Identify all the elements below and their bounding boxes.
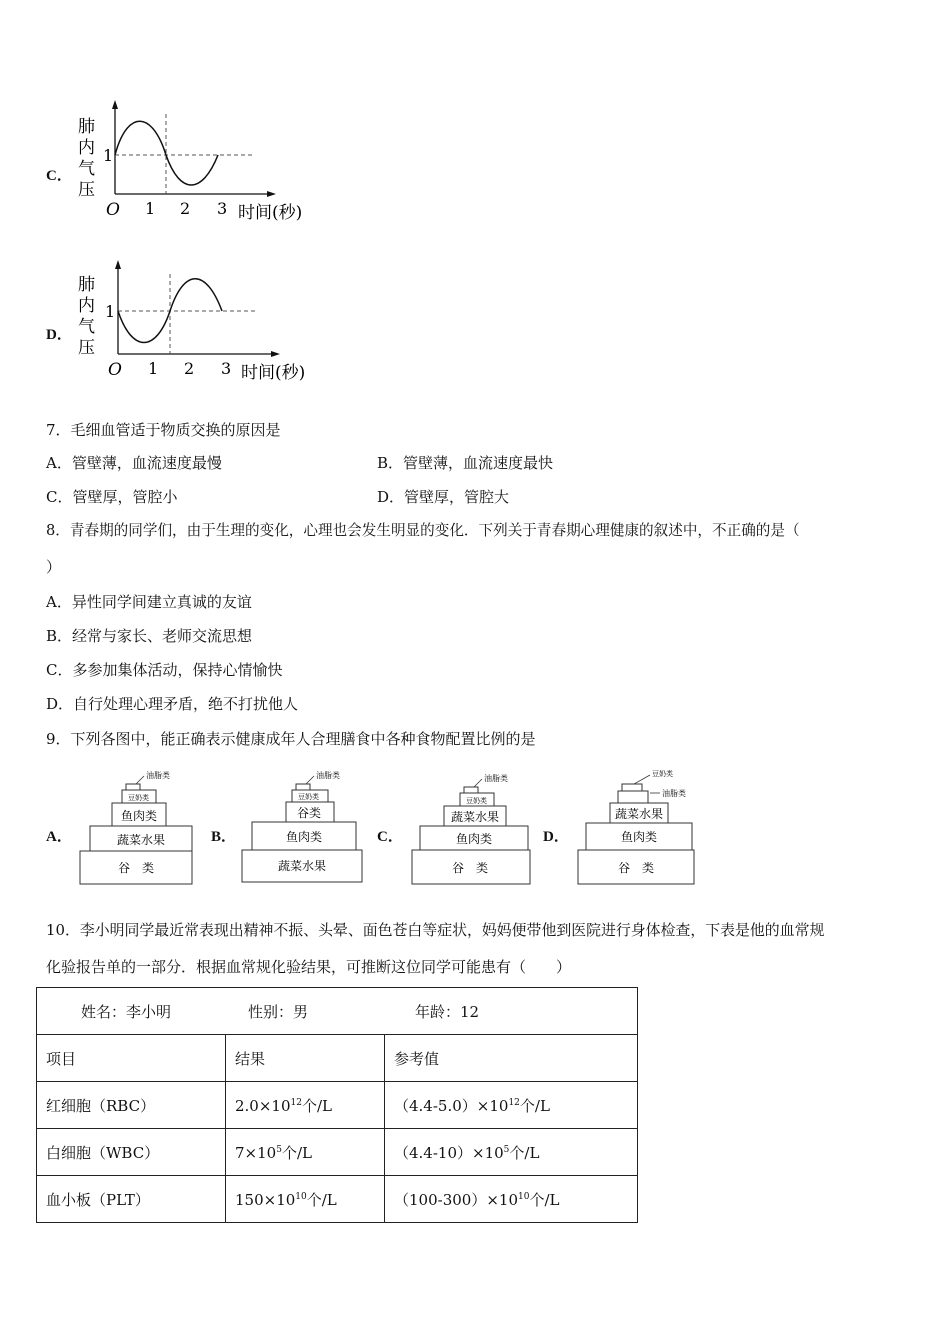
pyr-a-level-1: 鱼肉类 (120, 809, 158, 823)
row-plt-reference: $(100-300)\times 10^{10}$个/L (385, 1176, 638, 1223)
q8-option-a: A．异性同学间建立真诚的友谊 (46, 593, 252, 611)
row-wbc-reference: $(4.4-10)\times 10^5$个/L (385, 1129, 638, 1176)
graph-c-ylabel-3: 气 (78, 159, 95, 179)
pyr-d-level-1: 蔬菜水果 (614, 807, 664, 821)
pyr-c-milk: 豆奶类 (466, 797, 487, 805)
graph-c-pressure-curve (72, 100, 332, 230)
pyr-d-milk: 豆奶类 (652, 770, 673, 778)
pyr-b-level-3: 蔬菜水果 (277, 859, 327, 873)
q7-option-c: C．管壁厚，管腔小 (46, 488, 178, 506)
header-item: 项目 (37, 1035, 226, 1082)
option-d-label: D． (46, 327, 72, 343)
header-result: 结果 (226, 1035, 385, 1082)
pyr-a-milk: 豆奶类 (128, 794, 149, 802)
graph-c-xtick-1: 1 (145, 199, 156, 218)
patient-name: 姓名：李小明 (81, 1002, 172, 1021)
q8-option-b: B．经常与家长、老师交流思想 (46, 627, 253, 645)
q10-stem-line1: 10．李小明同学最近常表现出精神不振、头晕、面色苍白等症状，妈妈便带他到医院进行身体检查，下表是他的血常规 (46, 921, 825, 939)
pyr-c-oil: 油脂类 (484, 774, 508, 783)
graph-d-ytick: 1 (105, 302, 116, 321)
row-rbc-item: 红细胞（RBC） (37, 1082, 226, 1129)
graph-d-pressure-curve (72, 258, 332, 388)
header-reference: 参考值 (385, 1035, 638, 1082)
graph-d-ylabel-1: 肺 (78, 275, 95, 295)
q9-stem: 9．下列各图中，能正确表示健康成年人合理膳食中各种食物配置比例的是 (46, 730, 536, 748)
report-info-row (37, 988, 638, 1035)
pyr-c-level-1: 蔬菜水果 (450, 810, 500, 824)
patient-sex: 性别：男 (248, 1002, 309, 1021)
graph-c-ylabel-2: 内 (78, 138, 95, 158)
graph-d-xtick-2: 2 (184, 359, 195, 378)
graph-c-ylabel-4: 压 (78, 180, 95, 200)
q9-option-d-label: D． (543, 829, 569, 845)
q7-stem: 7．毛细血管适于物质交换的原因是 (46, 421, 281, 439)
q7-option-d: D．管壁厚，管腔大 (377, 488, 510, 506)
row-rbc-reference: $(4.4-5.0)\times 10^{12}$个/L (385, 1082, 638, 1129)
q10-stem-line2: 化验报告单的一部分．根据血常规化验结果，可推断这位同学可能患有（ ） (46, 958, 572, 976)
q7-option-a: A．管壁薄，血流速度最慢 (46, 454, 222, 472)
graph-d-ylabel-3: 气 (78, 317, 95, 337)
table-row (37, 1129, 638, 1176)
row-wbc-result: $7\times 10^5$个/L (226, 1129, 385, 1176)
q9-pyramid-a (78, 766, 198, 888)
q9-pyramid-b (240, 766, 366, 888)
graph-d-ylabel-2: 内 (78, 296, 95, 316)
q8-stem-line2: ） (46, 558, 62, 576)
graph-c-ylabel-1: 肺 (78, 117, 95, 137)
pyr-a-level-2: 蔬菜水果 (116, 833, 166, 847)
row-plt-result: $150\times 10^{10}$个/L (226, 1176, 385, 1223)
graph-c-xtick-3: 3 (217, 199, 228, 218)
row-plt-item: 血小板（PLT） (37, 1176, 226, 1223)
row-wbc-item: 白细胞（WBC） (37, 1129, 226, 1176)
pyr-d-level-3: 谷 类 (617, 861, 655, 875)
table-row (37, 1176, 638, 1223)
q9-option-c-label: C． (377, 829, 403, 845)
graph-c-xtick-2: 2 (180, 199, 191, 218)
graph-d-xtick-3: 3 (221, 359, 232, 378)
pyr-b-oil: 油脂类 (316, 771, 340, 780)
q9-pyramid-c (410, 766, 534, 888)
patient-age: 年龄：12 (415, 1002, 480, 1021)
pyr-b-milk: 豆奶类 (298, 793, 319, 801)
graph-d-ylabel-4: 压 (78, 338, 95, 358)
option-c-label: C． (46, 168, 72, 184)
pyr-c-level-3: 谷 类 (451, 861, 489, 875)
table-row (37, 1082, 638, 1129)
graph-c-xlabel: 时间(秒) (238, 203, 303, 223)
pyr-b-level-1: 谷类 (296, 806, 322, 820)
pyr-c-level-2: 鱼肉类 (455, 832, 493, 846)
graph-c-ytick: 1 (103, 146, 114, 165)
report-header-row (37, 1035, 638, 1082)
q7-option-b: B．管壁薄，血流速度最快 (377, 454, 554, 472)
pyr-a-oil: 油脂类 (146, 771, 170, 780)
q9-option-a-label: A． (46, 829, 72, 845)
blood-test-report-table (36, 987, 638, 1223)
graph-c-origin: O (106, 200, 120, 220)
q9-option-b-label: B． (211, 829, 237, 845)
graph-d-xlabel: 时间(秒) (241, 363, 306, 383)
q8-option-d: D．自行处理心理矛盾，绝不打扰他人 (46, 695, 299, 713)
pyr-b-level-2: 鱼肉类 (285, 830, 323, 844)
graph-d-xtick-1: 1 (148, 359, 159, 378)
q9-pyramid-d (576, 766, 700, 888)
pyr-d-level-2: 鱼肉类 (620, 830, 658, 844)
row-rbc-result: $2.0\times 10^{12}$个/L (226, 1082, 385, 1129)
graph-d-origin: O (108, 360, 122, 380)
pyr-d-oil: 油脂类 (662, 789, 686, 798)
q8-option-c: C．多参加集体活动，保持心情愉快 (46, 661, 283, 679)
pyr-a-level-3: 谷 类 (117, 861, 155, 875)
q8-stem-line1: 8．青春期的同学们，由于生理的变化，心理也会发生明显的变化．下列关于青春期心理健康的叙述中，不正确的是（ (46, 522, 800, 539)
